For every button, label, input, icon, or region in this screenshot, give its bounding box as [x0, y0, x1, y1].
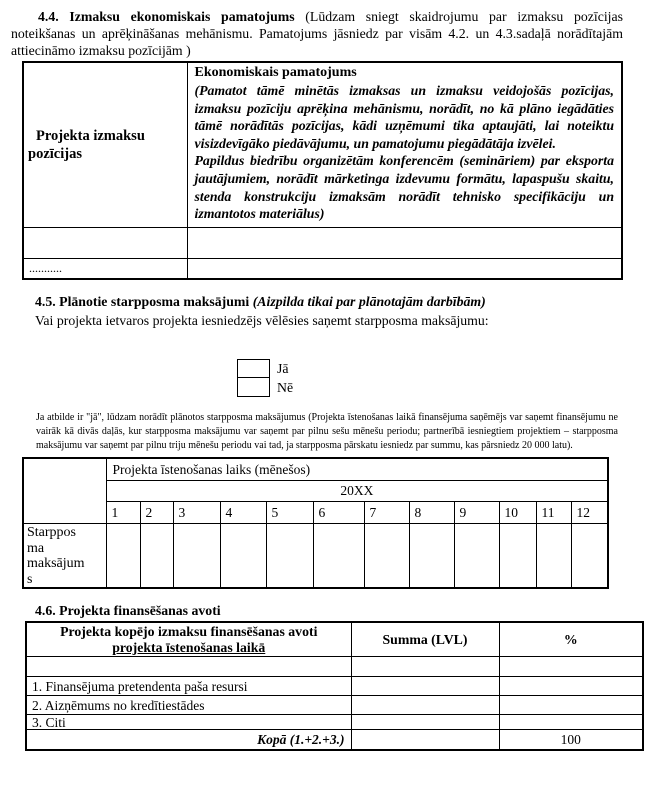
table-row — [23, 227, 622, 258]
month-input-cell-5[interactable] — [266, 524, 313, 589]
month-input-cell-8[interactable] — [409, 524, 454, 589]
percent-input-cell-2[interactable] — [499, 696, 643, 715]
checkbox-stack — [237, 359, 270, 397]
yes-no-choice — [237, 359, 645, 397]
percent-input-cell-3[interactable] — [499, 715, 643, 730]
month-header-7: 7 — [364, 502, 409, 524]
total-sum-cell[interactable] — [351, 730, 499, 751]
sum-input-cell[interactable] — [351, 657, 499, 677]
table-row — [26, 715, 643, 730]
form-page — [0, 8, 645, 785]
source-row-label-2: 2. Aizņēmums no kredītiestādes — [26, 696, 351, 715]
table-row — [26, 657, 643, 677]
justification-input-cell-2[interactable] — [187, 258, 622, 279]
section-4-5-heading — [35, 293, 623, 310]
month-header-4: 4 — [220, 502, 266, 524]
month-header-3: 3 — [173, 502, 220, 524]
cost-position-dots-cell[interactable]: ........... — [23, 258, 187, 279]
choice-labels — [277, 359, 293, 397]
table-row — [23, 62, 622, 227]
justification-input-cell[interactable] — [187, 227, 622, 258]
table-row — [23, 258, 622, 279]
section-4-5-heading-note: (Aizpilda tikai par plānotajām darbībām) — [252, 294, 486, 310]
table-row — [23, 524, 608, 589]
financing-sources-table — [25, 621, 644, 751]
table-row — [23, 502, 608, 524]
month-header-11: 11 — [536, 502, 571, 524]
section-4-4-intro — [11, 8, 623, 59]
total-label: Kopā (1.+2.+3.) — [26, 730, 351, 751]
sum-header-cell: Summa (LVL) — [351, 622, 499, 657]
source-row-label-3: 3. Citi — [26, 715, 351, 730]
table-row — [23, 481, 608, 502]
cost-position-input-cell[interactable] — [23, 227, 187, 258]
interim-payment-row-label — [23, 524, 106, 589]
section-4-6-heading: 4.6. Projekta finansēšanas avoti — [35, 603, 221, 619]
table-row — [26, 677, 643, 696]
month-input-cell-12[interactable] — [571, 524, 608, 589]
month-input-cell-3[interactable] — [173, 524, 220, 589]
economic-justification-header: Ekonomiskais pamatojums — [194, 65, 357, 80]
sum-input-cell-1[interactable] — [351, 677, 499, 696]
cost-positions-label-cell: Projekta izmaksu pozīcijas — [23, 62, 187, 227]
section-4-4-heading: 4.4. Izmaksu ekonomiskais pamatojums — [38, 9, 295, 24]
month-header-10: 10 — [499, 502, 536, 524]
month-header-9: 9 — [454, 502, 499, 524]
source-input-cell[interactable] — [26, 657, 351, 677]
month-header-8: 8 — [409, 502, 454, 524]
justification-note-2: Papildus biedrību organizētām konferencēm (semināriem) par eksporta jautājumiem, norādīt mārketinga izdevumu formātu, lapaspušu skaitu, stenda konstrukciju izmaksām norādīt tehnisko specifikāciju un izmantotos materiālus) — [194, 153, 614, 222]
month-header-2: 2 — [140, 502, 173, 524]
month-header-1: 1 — [106, 502, 140, 524]
year-header: 20XX — [106, 481, 608, 502]
total-percent-cell: 100 — [499, 730, 643, 751]
month-header-12: 12 — [571, 502, 608, 524]
month-input-cell-11[interactable] — [536, 524, 571, 589]
percent-input-cell-1[interactable] — [499, 677, 643, 696]
interim-payment-row-label-text: Starpposma maksājums — [27, 525, 85, 587]
month-input-cell-9[interactable] — [454, 524, 499, 589]
month-input-cell-1[interactable] — [106, 524, 140, 589]
interim-payment-schedule-table — [22, 457, 609, 589]
schedule-corner-cell — [23, 458, 106, 524]
yes-label: Jā — [277, 361, 289, 377]
month-input-cell-10[interactable] — [499, 524, 536, 589]
percent-input-cell[interactable] — [499, 657, 643, 677]
implementation-time-header: Projekta īstenošanas laiks (mēnešos) — [106, 458, 608, 481]
sum-input-cell-3[interactable] — [351, 715, 499, 730]
month-input-cell-7[interactable] — [364, 524, 409, 589]
percent-header-cell: % — [499, 622, 643, 657]
month-input-cell-6[interactable] — [313, 524, 364, 589]
section-4-4-instructions: (Lūdzam sniegt skaidrojumu par izmaksu pozīcijas noteikšanas un aprēķināšanas mehānismu. Pamatojums jāsniedz par visām 4.2. un 4.3.sadaļā norādītajām attiecināmo izmaksu pozīcijām ) — [11, 9, 623, 58]
financing-sources-header-line2: projekta īstenošanas laikā — [112, 639, 266, 655]
no-label: Nē — [277, 380, 294, 396]
month-header-6: 6 — [313, 502, 364, 524]
economic-justification-table — [22, 61, 623, 280]
financing-sources-header-cell — [26, 622, 351, 657]
source-row-label-1: 1. Finansējuma pretendenta paša resursi — [26, 677, 351, 696]
economic-justification-cell — [187, 62, 622, 227]
interim-payment-note: Ja atbilde ir "jā", lūdzam norādīt plānotos starpposma maksājumus (Projekta īstenošanas laikā finansējuma saņēmējs var saņemt finansējumu ne vairāk kā divās daļās, kur starpposma maksājumu var saņemt par pilnu sešu mēnešu periodu; partnerībā iesniegtiem projektiem – starpposma maksājumu var saņemt par pilnu triju mēnešu periodu vai tad, ja starpposma pārskatu iesniedz par summu, kas pārsniedz 20 000 latu). — [36, 412, 618, 451]
justification-note-1: (Pamatot tāmē minētās izmaksas un izmaksu veidojošās pozīcijas, izmaksu pozīciju aprēķina mehānismu, norādīt, no kā plāno iegādāties tāmē norādītās pozīcijas, kādi uzņēmumi tika aptaujāti, lai noteiktu visizdevīgāko piedāvājumu, un pamatojumu piegādātāja izvēlei. — [194, 83, 614, 151]
month-input-cell-4[interactable] — [220, 524, 266, 589]
table-row — [26, 730, 643, 751]
no-checkbox[interactable] — [238, 378, 269, 396]
table-row — [26, 696, 643, 715]
sum-input-cell-2[interactable] — [351, 696, 499, 715]
interim-payment-question: Vai projekta ietvaros projekta iesniedzējs vēlēsies saņemt starpposma maksājumu: — [35, 313, 489, 329]
section-4-5-heading-main: 4.5. Plānotie starpposma maksājumi — [35, 294, 253, 310]
yes-checkbox[interactable] — [238, 360, 269, 378]
financing-sources-header-line1: Projekta kopējo izmaksu finansēšanas avoti — [60, 624, 318, 640]
month-input-cell-2[interactable] — [140, 524, 173, 589]
table-row — [23, 458, 608, 481]
table-row — [26, 622, 643, 657]
month-header-5: 5 — [266, 502, 313, 524]
